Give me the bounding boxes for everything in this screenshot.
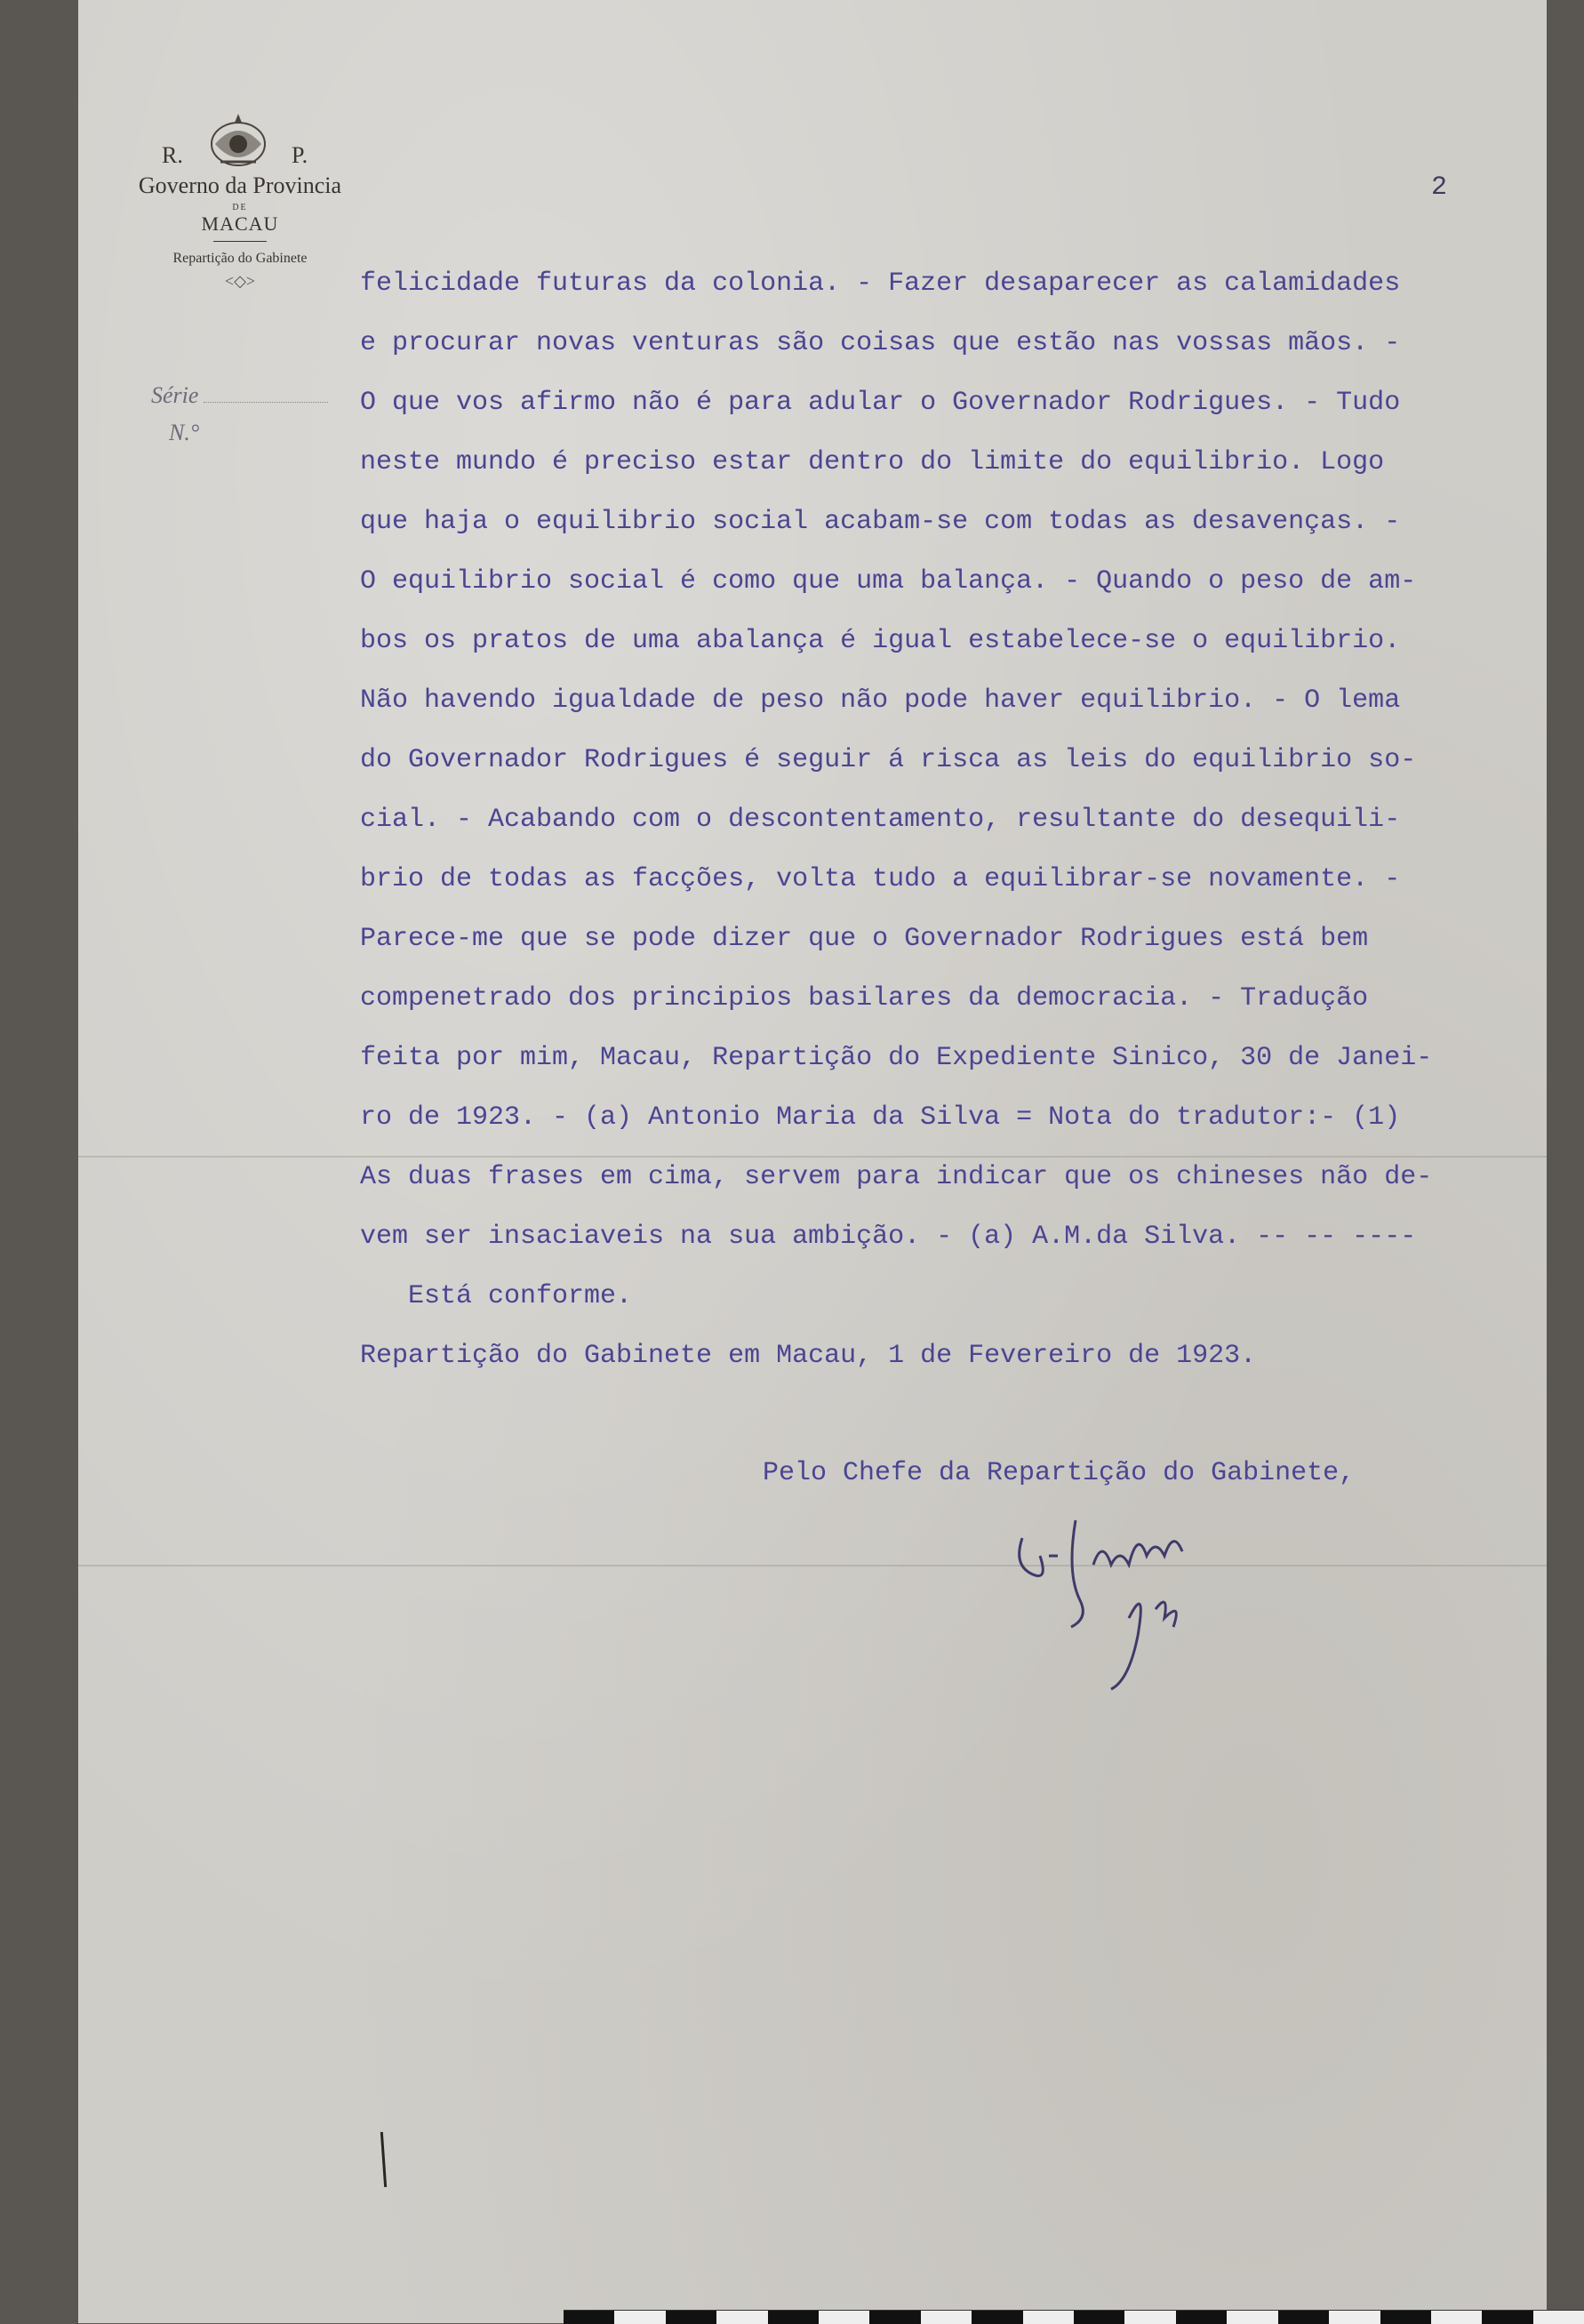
letterhead-governo: Governo da Provincia [138, 172, 342, 198]
scale-segment [819, 2311, 869, 2324]
letterhead-reparticao: Repartição do Gabinete [172, 251, 308, 266]
letterhead-p: P. [292, 142, 308, 168]
letterhead-rp [107, 116, 373, 169]
closing-line: Pelo Chefe da Repartição do Gabinete, [763, 1458, 1356, 1488]
body-line: neste mundo é preciso estar dentro do limite do equilibrio. Logo [360, 447, 1385, 477]
scale-segment [716, 2311, 767, 2324]
body-line: bos os pratos de uma abalança é igual estabelece-se o equilibrio. [360, 626, 1401, 656]
body-line: brio de todas as facções, volta tudo a equilibrar-se novamente. - [360, 864, 1401, 894]
serie-blank [204, 402, 328, 403]
body-line: que haja o equilibrio social acabam-se com todas as desavenças. - [360, 507, 1401, 537]
body-line: Repartição do Gabinete em Macau, 1 de Fevereiro de 1923. [360, 1341, 1257, 1371]
letterhead-macau: MACAU [201, 212, 279, 235]
serie-label: Série [151, 382, 199, 408]
coat-of-arms-icon [203, 108, 274, 171]
scale-segment [768, 2311, 819, 2324]
body-line: compenetrado dos principios basilares da democracia. - Tradução [360, 983, 1369, 1014]
serie-field [151, 382, 328, 409]
body-line: e procurar novas venturas são coisas que estão nas vossas mãos. - [360, 328, 1401, 358]
scale-segment [1329, 2311, 1380, 2324]
scale-segment [1074, 2311, 1124, 2324]
body-text [360, 254, 1533, 1386]
scale-segment [1482, 2311, 1532, 2324]
scale-segment [1431, 2311, 1482, 2324]
scale-segment [1380, 2311, 1431, 2324]
scale-segment [1176, 2311, 1227, 2324]
fold-line [78, 1565, 1547, 1567]
scale-segment [1278, 2311, 1329, 2324]
page-number: 2 [1431, 172, 1448, 203]
scale-segment [921, 2311, 972, 2324]
body-line: Não havendo igualdade de peso não pode haver equilibrio. - O lema [360, 685, 1401, 716]
body-line: As duas frases em cima, servem para indicar que os chineses não de- [360, 1162, 1433, 1192]
scale-segment [972, 2311, 1022, 2324]
scale-segment [564, 2311, 614, 2324]
measurement-scale [564, 2310, 1584, 2324]
letterhead-rule [213, 241, 267, 242]
body-line: do Governador Rodrigues é seguir á risca as leis do equilibrio so- [360, 745, 1417, 775]
body-line: Está conforme. [360, 1281, 633, 1311]
letterhead-ornament: <◇> [224, 272, 256, 290]
scale-segment [1023, 2311, 1074, 2324]
scale-segment [666, 2311, 716, 2324]
body-line: feita por mim, Macau, Repartição do Expediente Sinico, 30 de Janei- [360, 1043, 1433, 1073]
scale-segment [1533, 2311, 1584, 2324]
body-line: felicidade futuras da colonia. - Fazer desaparecer as calamidades [360, 268, 1401, 299]
scale-segment [1124, 2311, 1175, 2324]
handwritten-signature [1004, 1503, 1236, 1698]
letterhead [107, 116, 373, 291]
letterhead-r: R. [162, 142, 183, 168]
body-line: O equilibrio social é como que uma balança. - Quando o peso de am- [360, 566, 1417, 597]
body-line: ro de 1923. - (a) Antonio Maria da Silva = Nota do tradutor:- (1) [360, 1102, 1401, 1133]
scale-segment [1227, 2311, 1277, 2324]
body-line: cial. - Acabando com o descontentamento, resultante do desequili- [360, 805, 1401, 835]
numero-label: N.° [169, 420, 200, 445]
letterhead-de: DE [232, 203, 248, 212]
body-line: Parece-me que se pode dizer que o Governador Rodrigues está bem [360, 924, 1369, 954]
scale-segment [869, 2311, 920, 2324]
scale-segment [614, 2311, 665, 2324]
body-line: vem ser insaciaveis na sua ambição. - (a) A.M.da Silva. -- -- ---- [360, 1222, 1417, 1252]
body-line: O que vos afirmo não é para adular o Governador Rodrigues. - Tudo [360, 388, 1401, 418]
